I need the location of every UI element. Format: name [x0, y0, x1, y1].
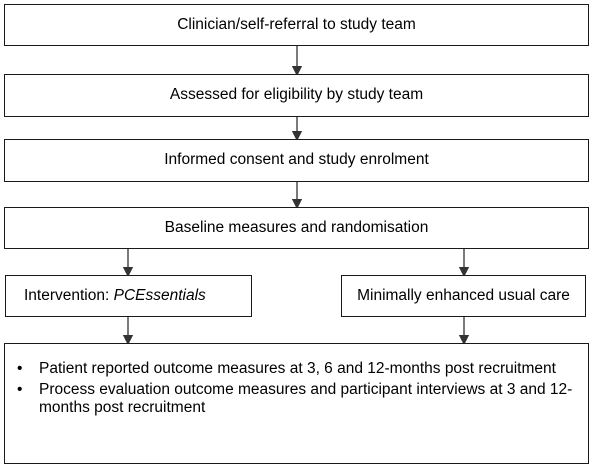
- outcome-item-process-evaluation: [17, 381, 576, 418]
- outcomes-list: [5, 344, 588, 420]
- intervention-label: [24, 287, 206, 306]
- step-baseline-box: [4, 207, 589, 249]
- step-consent-box: [4, 139, 589, 182]
- intervention-name: PCEssentials: [113, 286, 206, 304]
- intervention-prefix: Intervention:: [24, 286, 114, 304]
- step-referral-label: Clinician/self-referral to study team: [177, 15, 416, 33]
- step-consent-label: Informed consent and study enrolment: [164, 151, 429, 169]
- step-eligibility-label: Assessed for eligibility by study team: [169, 86, 424, 104]
- control-arm-box: [341, 275, 586, 317]
- step-referral-box: [4, 4, 589, 46]
- outcome-item-patient-reported: [17, 360, 576, 379]
- step-eligibility-box: [4, 74, 589, 117]
- bullet-glyph: •: [17, 380, 23, 398]
- control-label: Minimally enhanced usual care: [357, 286, 570, 304]
- outcome-text: Process evaluation outcome measures and participant interviews at 3 and 12-months post recruitment: [39, 380, 573, 417]
- outcome-text: Patient reported outcome measures at 3, 6 and 12-months post recruitment: [39, 360, 556, 377]
- intervention-arm-box: [5, 275, 252, 317]
- outcomes-box: [4, 343, 589, 464]
- step-baseline-label: Baseline measures and randomisation: [164, 218, 429, 236]
- bullet-glyph: •: [17, 360, 23, 377]
